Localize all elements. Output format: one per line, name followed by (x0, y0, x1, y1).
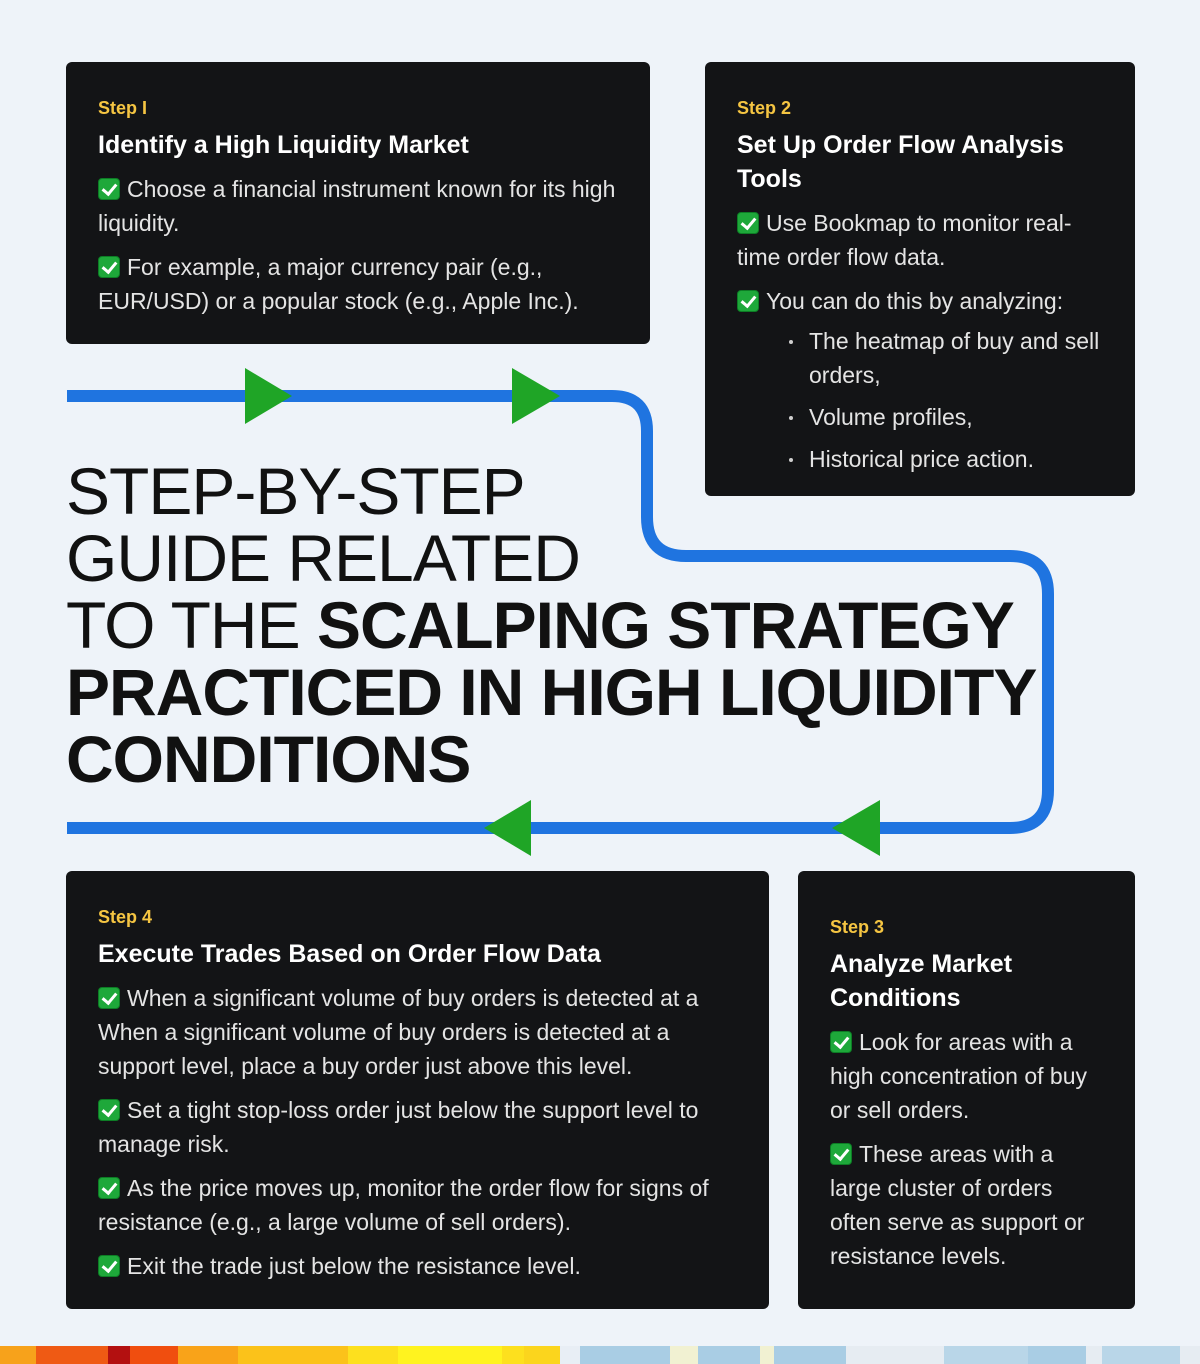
step-point: Look for areas with a high concentration of buy or sell orders. (830, 1029, 1088, 1123)
check-mark-icon (98, 1099, 120, 1121)
step-title: Set Up Order Flow Analysis Tools (737, 131, 1064, 193)
step-title: Execute Trades Based on Order Flow Data (98, 940, 601, 968)
arrow-right-icon (512, 368, 560, 424)
decorative-color-stripe (0, 1346, 1200, 1364)
step-point: Choose a financial instrument known for its high liquidity. (98, 176, 616, 236)
check-mark-icon (830, 1143, 852, 1165)
check-mark-icon (737, 290, 759, 312)
step-1-card (66, 62, 650, 344)
step-point: Exit the trade just below the resistance level. (98, 1249, 739, 1283)
step-title: Identify a High Liquidity Market (98, 131, 469, 159)
sub-point-list (737, 324, 1105, 476)
step-4-card (66, 871, 769, 1309)
step-point: When a significant volume of buy orders is detected at a When a significant volume of buy orders is detected at a support level, place a buy order just above this level. (98, 985, 699, 1079)
step-label: Step 4 (98, 907, 153, 927)
step-point: Set a tight stop-loss order just below the support level to manage risk. (98, 1097, 699, 1157)
step-label: Step I (98, 98, 148, 118)
page-title: STEP-BY-STEP GUIDE RELATED TO THE SCALPING STRATEGY PRACTICED IN HIGH LIQUIDITY CONDITIONS (66, 454, 1037, 796)
sub-point: Historical price action. (789, 442, 1105, 476)
step-3-card (798, 871, 1135, 1309)
step-label: Step 3 (830, 917, 885, 937)
check-mark-icon (98, 987, 120, 1009)
check-mark-icon (98, 1255, 120, 1277)
check-mark-icon (830, 1031, 852, 1053)
arrow-right-icon (245, 368, 292, 424)
step-label: Step 2 (737, 98, 792, 118)
arrow-left-icon (832, 800, 880, 856)
check-mark-icon (98, 1177, 120, 1199)
step-point: These areas with a large cluster of orders often serve as support or resistance levels. (830, 1141, 1085, 1269)
step-point: For example, a major currency pair (e.g., EUR/USD) or a popular stock (e.g., Apple Inc.). (98, 254, 579, 314)
check-mark-icon (98, 256, 120, 278)
step-point: As the price moves up, monitor the order flow for signs of resistance (e.g., a large volume of sell orders). (98, 1175, 709, 1235)
sub-point: Volume profiles, (789, 400, 1105, 434)
arrow-left-icon (484, 800, 531, 856)
sub-point: The heatmap of buy and sell orders, (789, 324, 1105, 392)
check-mark-icon (98, 178, 120, 200)
step-2-card (705, 62, 1135, 496)
step-title: Analyze Market Conditions (830, 950, 1013, 1012)
step-point: Use Bookmap to monitor real-time order flow data. (737, 210, 1072, 270)
check-mark-icon (737, 212, 759, 234)
step-point: You can do this by analyzing: (737, 284, 1105, 318)
